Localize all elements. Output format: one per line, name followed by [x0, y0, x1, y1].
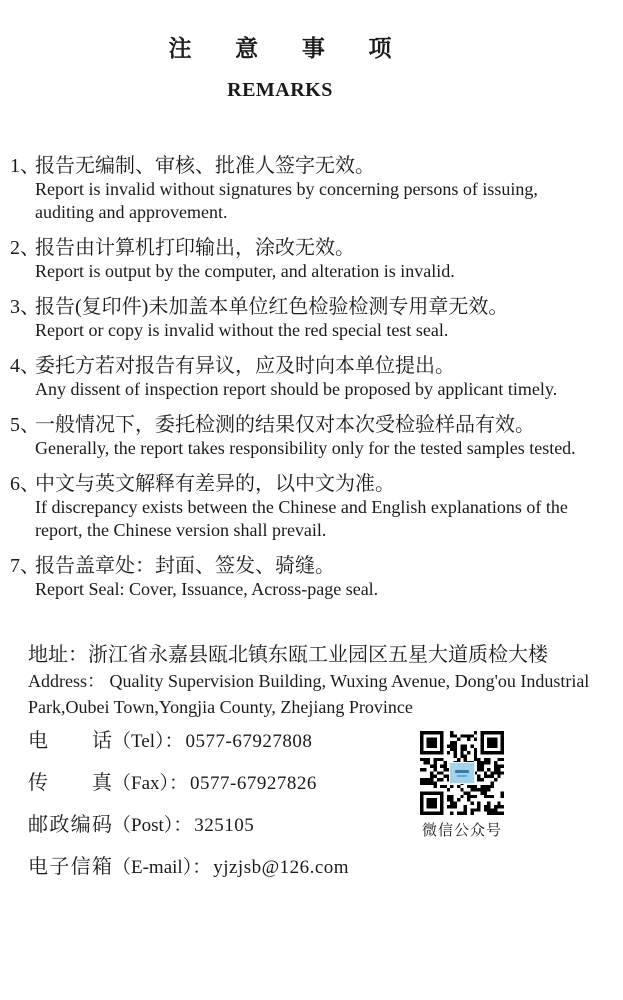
qr-center-logo	[449, 762, 475, 784]
phone-label-zh: 电 话	[28, 730, 112, 752]
remark-item-2	[0, 237, 613, 283]
item-number: 3、	[10, 296, 40, 318]
remark-item-3	[0, 296, 613, 342]
remark-en: If discrepancy exists between the Chinese and English explanations of the	[35, 497, 568, 517]
phone-number: 0577-67927808	[185, 731, 313, 752]
page-title-zh-text: 注意事项	[168, 36, 436, 61]
postcode-label-zh: 邮 政 编 码	[28, 814, 112, 836]
remark-zh: 报告盖章处：封面、签发、骑缝。	[35, 555, 335, 577]
remark-en: Any dissent of inspection report should be proposed by applicant timely.	[35, 379, 558, 399]
item-number: 6、	[10, 473, 40, 495]
address-block	[28, 642, 623, 720]
phone-label-en: （Tel）：	[112, 731, 184, 752]
email-label-zh: 电 子 信 箱	[28, 856, 112, 878]
item-number: 7、	[10, 555, 40, 577]
remark-zh: 报告无编制、审核、批准人签字无效。	[35, 155, 375, 177]
remark-zh: 报告(复印件)未加盖本单位红色检验检测专用章无效。	[35, 296, 509, 318]
item-number: 2、	[10, 237, 40, 259]
remark-item-7	[0, 555, 613, 601]
phone-row	[28, 729, 623, 754]
remark-item-1	[0, 155, 613, 224]
remark-en: report, the Chinese version shall prevail.	[35, 520, 327, 540]
address-en-line: Park,Oubei Town,Yongjia County, Zhejiang Province	[28, 697, 413, 717]
contact-info	[28, 729, 623, 880]
remark-item-6	[0, 473, 613, 542]
remark-en: Report Seal: Cover, Issuance, Across-page seal.	[35, 579, 379, 599]
address-en-line: Address： Quality Supervision Building, Wuxing Avenue, Dong'ou Industrial	[28, 671, 590, 691]
page-title-zh	[0, 34, 560, 64]
remark-item-5	[0, 414, 613, 460]
item-number: 4、	[10, 355, 40, 377]
fax-row	[28, 771, 623, 796]
remark-item-4	[0, 355, 613, 401]
remark-zh: 委托方若对报告有异议，应及时向本单位提出。	[35, 355, 455, 377]
page-header	[0, 34, 560, 102]
remark-zh: 报告由计算机打印输出，涂改无效。	[35, 237, 355, 259]
remark-en: Report is invalid without signatures by concerning persons of issuing,	[35, 179, 538, 199]
wechat-qr-block	[420, 731, 504, 840]
remark-en: auditing and approvement.	[35, 202, 228, 222]
remark-zh: 一般情况下，委托检测的结果仅对本次受检验样品有效。	[35, 414, 535, 436]
qr-caption: 微信公众号	[421, 823, 502, 839]
email-label-en: （E-mail）：	[112, 857, 212, 878]
remarks-list	[0, 155, 623, 601]
item-number: 1、	[10, 155, 40, 177]
remark-en: Report or copy is invalid without the red special test seal.	[35, 320, 449, 340]
email-address: yjzjsb@126.com	[213, 857, 350, 878]
remark-zh: 中文与英文解释有差异的，以中文为准。	[35, 473, 395, 495]
page-title-en: REMARKS	[227, 79, 333, 101]
fax-label-zh: 传 真	[28, 772, 112, 794]
email-row	[28, 855, 623, 880]
item-number: 5、	[10, 414, 40, 436]
address-zh: 地址：浙江省永嘉县瓯北镇东瓯工业园区五星大道质检大楼	[28, 644, 548, 666]
fax-number: 0577-67927826	[190, 773, 317, 794]
postcode-row	[28, 813, 623, 838]
postcode-label-en: （Post）：	[112, 815, 193, 836]
fax-label-en: （Fax）：	[112, 773, 189, 794]
postcode-value: 325105	[194, 815, 255, 836]
remark-en: Report is output by the computer, and alteration is invalid.	[35, 261, 455, 281]
remark-en: Generally, the report takes responsibility only for the tested samples tested.	[35, 438, 576, 458]
